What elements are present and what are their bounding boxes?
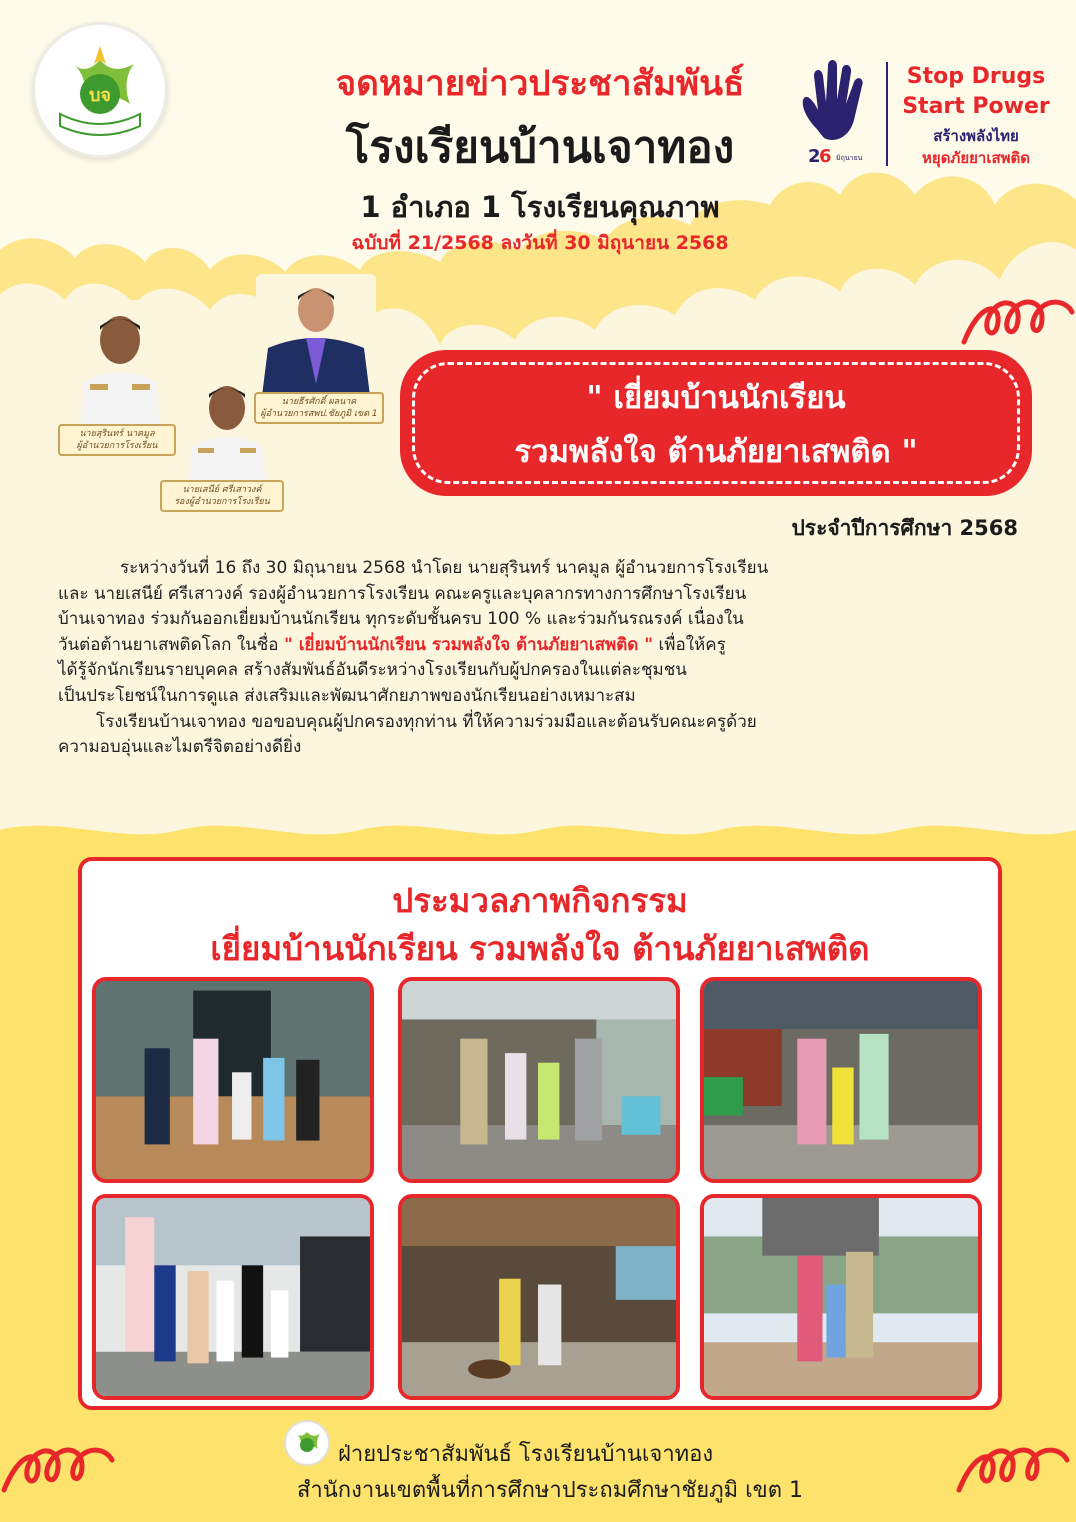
issue-date: ฉบับที่ 21/2568 ลงวันที่ 30 มิถุนายน 2568 xyxy=(351,232,729,254)
official-role: รองผู้อำนวยการโรงเรียน xyxy=(174,497,270,507)
school-name: โรงเรียนบ้านเจาทอง xyxy=(345,122,735,173)
body-line: บ้านเจาทอง ร่วมกันออกเยี่ยมบ้านนักเรียน ทุกระดับชั้นครบ 100 % และร่วมกันรณรงค์ เนื่องใน xyxy=(58,609,744,630)
footer-department: ฝ่ายประชาสัมพันธ์ โรงเรียนบ้านเจาทอง xyxy=(338,1442,714,1467)
swirl-decoration-top-right xyxy=(960,292,1076,352)
campaign-name-highlight: " เยี่ยมบ้านนักเรียน รวมพลังใจ ต้านภัยยาเสพติด " xyxy=(283,634,654,655)
official-nameplate-deputy xyxy=(160,480,284,512)
body-line: ได้รู้จักนักเรียนรายบุคคล สร้างสัมพันธ์อันดีระหว่างโรงเรียนกับผู้ปกครองในแต่ละชุมชน xyxy=(58,660,687,681)
official-role: ผู้อำนวยการโรงเรียน xyxy=(76,441,158,451)
official-role: ผู้อำนวยการสพป.ชัยภูมิ เขต 1 xyxy=(260,409,378,419)
campaign-line-3: สร้างพลังไทย xyxy=(933,127,1019,145)
handprint-icon xyxy=(796,58,878,168)
official-nameplate-area-director xyxy=(254,392,384,424)
official-portrait-area-director xyxy=(256,274,376,396)
gallery-photo-1[interactable] xyxy=(92,977,374,1183)
body-line: โรงเรียนบ้านเจาทอง ขอขอบคุณผู้ปกครองทุกท่าน ที่ให้ความร่วมมือและต้อนรับคณะครูด้วย xyxy=(96,711,757,732)
official-name: นายสุรินทร์ นาคมูล xyxy=(79,429,155,439)
gallery-title-line-2: เยี่ยมบ้านนักเรียน รวมพลังใจ ต้านภัยยาเสพติด xyxy=(210,929,870,968)
gallery-title-line-1: ประมวลภาพกิจกรรม xyxy=(392,881,688,920)
academic-year-label: ประจำปีการศึกษา 2568 xyxy=(791,516,1018,540)
gallery-photo-4[interactable] xyxy=(92,1194,374,1400)
school-slogan: 1 อำเภอ 1 โรงเรียนคุณภาพ xyxy=(360,190,720,224)
official-portrait-director xyxy=(70,300,170,430)
school-logo xyxy=(32,22,168,158)
svg-text:บจ: บจ xyxy=(89,85,111,106)
body-line: วันต่อต้านยาเสพติดโลก ในชื่อ " เยี่ยมบ้านนักเรียน รวมพลังใจ ต้านภัยยาเสพติด " เพื่อให้ครู xyxy=(58,634,726,655)
body-line: ระหว่างวันที่ 16 ถึง 30 มิถุนายน 2568 นำโดย นายสุรินทร์ นาคมูล ผู้อำนวยการโรงเรียน xyxy=(120,558,769,578)
svg-text:6: 6 xyxy=(819,146,832,167)
body-line: และ นายเสนีย์ ศรีเสาวงค์ รองผู้อำนวยการโรงเรียน คณะครูและบุคลากรทางการศึกษาโรงเรียน xyxy=(58,583,747,604)
gallery-photo-3[interactable] xyxy=(700,977,982,1183)
banner-title-line-1: " เยี่ยมบ้านนักเรียน xyxy=(586,380,846,416)
body-line: ความอบอุ่นและไมตรีจิตอย่างดียิ่ง xyxy=(58,737,302,758)
gallery-photo-6[interactable] xyxy=(700,1194,982,1400)
svg-text:2: 2 xyxy=(808,146,821,167)
svg-text:มิถุนายน: มิถุนายน xyxy=(836,154,863,162)
footer-school-logo xyxy=(284,1420,330,1466)
school-emblem-icon xyxy=(44,34,156,146)
body-line: เป็นประโยชน์ในการดูแล ส่งเสริมและพัฒนาศักยภาพของนักเรียนอย่างเหมาะสม xyxy=(58,685,636,706)
school-emblem-icon xyxy=(286,1422,328,1464)
gallery-photo-5[interactable] xyxy=(398,1194,680,1400)
footer-office: สำนักงานเขตพื้นที่การศึกษาประถมศึกษาชัยภูมิ เขต 1 xyxy=(296,1478,803,1503)
newsletter-title: จดหมายข่าวประชาสัมพันธ์ xyxy=(335,64,745,104)
article-body xyxy=(58,556,1020,761)
official-nameplate-director xyxy=(58,424,176,456)
swirl-decoration-bottom-left xyxy=(0,1440,116,1500)
gallery-photo-2[interactable] xyxy=(398,977,680,1183)
official-name: นายเสนีย์ ศรีเสาวงค์ xyxy=(182,485,262,495)
official-name: นายธีรศักดิ์ ผลนาค xyxy=(281,397,357,407)
campaign-line-4: หยุดภัยยาเสพติด xyxy=(922,149,1030,167)
campaign-divider xyxy=(886,62,888,166)
swirl-decoration-bottom-right xyxy=(950,1440,1076,1500)
campaign-line-1: Stop Drugs xyxy=(906,64,1046,89)
banner-title-line-2: รวมพลังใจ ต้านภัยยาเสพติด " xyxy=(514,434,918,470)
campaign-line-2: Start Power xyxy=(902,94,1050,119)
